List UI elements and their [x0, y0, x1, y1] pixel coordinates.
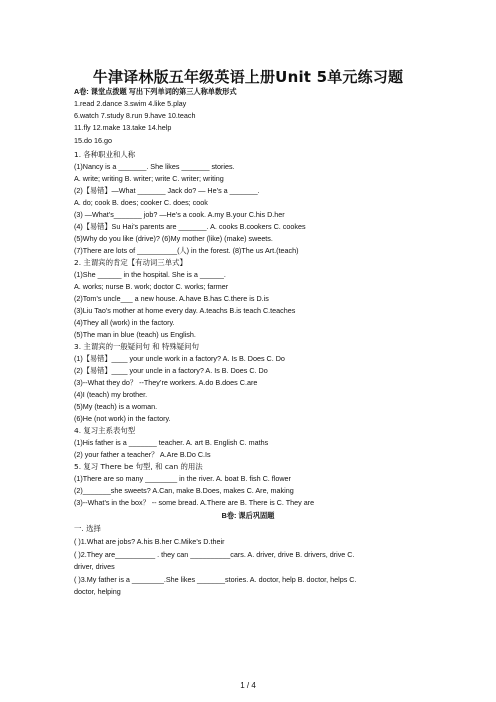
question-line: (4)They all (work) in the factory.: [74, 318, 175, 327]
question-line: (2)Tom’s uncle___ a new house. A.have B.has C.there is D.is: [74, 294, 269, 303]
question-line: (3)Liu Tao’s mother at home every day. A.teachs B.is teach C.teaches: [74, 306, 296, 315]
section-heading: 1. 各种职业和人称: [74, 150, 136, 159]
question-line: (1)She ______ in the hospital. She is a ______.: [74, 270, 226, 279]
question-line: (1)Nancy is a _______. She likes _______ stories.: [74, 162, 235, 171]
question-line: (5)Why do you like (drive)? (6)My mother (like) (make) sweets.: [74, 234, 273, 243]
question-line: doctor, helping: [74, 587, 121, 596]
question-line: ( )1.What are jobs? A.his B.her C.Mike’s D.their: [74, 537, 225, 546]
question-line: (2)【易错】____ your uncle in a factory? A. Is B. Does C. Do: [74, 366, 268, 375]
question-line: (3)--What’s in the box？ -- some bread. A.There are B. There is C. They are: [74, 498, 315, 507]
word-row: 6.watch 7.study 8.run 9.have 10.teach: [74, 111, 196, 120]
section-heading: 5. 复习 There be 句型, 和 can 的用法: [74, 462, 203, 471]
question-line: A. do; cook B. does; cooker C. does; cook: [74, 198, 208, 207]
section-heading: 2. 主谓宾的肯定【有动词三单式】: [74, 258, 187, 267]
question-line: ( )3.My father is a ________.She likes _______stories. A. doctor, help B. doctor, helps C.: [74, 575, 357, 584]
word-row: 1.read 2.dance 3.swim 4.like 5.play: [74, 99, 187, 108]
section-heading: 4. 复习主系表句型: [74, 426, 136, 435]
question-line: (1)His father is a _______ teacher. A. art B. English C. maths: [74, 438, 269, 447]
question-line: A. works; nurse B. work; doctor C. works; farmer: [74, 282, 229, 291]
question-line: (4)【易错】Su Hai’s parents are _______. A. cooks B.cookers C. cookes: [74, 222, 306, 231]
question-line: (4)I (teach) my brother.: [74, 390, 148, 399]
question-line: (2)_______she sweets? A.Can, make B.Does, makes C. Are, making: [74, 486, 294, 495]
section-heading: 一. 选择: [74, 524, 101, 533]
question-line: (2) your father a teacher？ A.Are B.Do C.Is: [74, 450, 211, 459]
question-line: (1)【易错】____ your uncle work in a factory? A. Is B. Does C. Do: [74, 354, 285, 363]
question-line: (1)There are so many ________ in the river. A. boat B. fish C. flower: [74, 474, 291, 483]
page-number: 1 / 4: [240, 681, 256, 690]
question-line: (3)--What they do？ --They’re workers. A.do B.does C.are: [74, 378, 258, 387]
question-line: driver, drives: [74, 562, 115, 571]
section-a-heading: A卷: 课堂点拨题 写出下列单词的第三人称单数形式: [74, 87, 237, 96]
question-line: A. write; writing B. writer; write C. writer; writing: [74, 174, 224, 183]
section-b-heading: B卷: 课后巩固题: [221, 511, 275, 520]
page-title: 牛津译林版五年级英语上册Unit 5单元练习题: [92, 68, 404, 86]
question-line: ( )2.They are__________ . they can __________cars. A. driver, drive B. drivers, drive C.: [74, 550, 355, 559]
question-line: (5)My (teach) is a woman.: [74, 402, 158, 411]
section-heading: 3. 主谓宾的一般疑问句 和 特殊疑问句: [74, 342, 199, 351]
word-row: 15.do 16.go: [74, 136, 112, 145]
word-row: 11.fly 12.make 13.take 14.help: [74, 123, 172, 132]
question-line: (6)He (not work) in the factory.: [74, 414, 171, 423]
question-line: (5)The man in blue (teach) us English.: [74, 330, 196, 339]
question-line: (7)There are lots of __________(人) in the forest. (8)The us Art.(teach): [74, 246, 299, 255]
question-line: (2)【易错】—What _______ Jack do? — He’s a _______.: [74, 186, 260, 195]
question-line: (3) —What’s_______ job? —He’s a cook. A.my B.your C.his D.her: [74, 210, 285, 219]
